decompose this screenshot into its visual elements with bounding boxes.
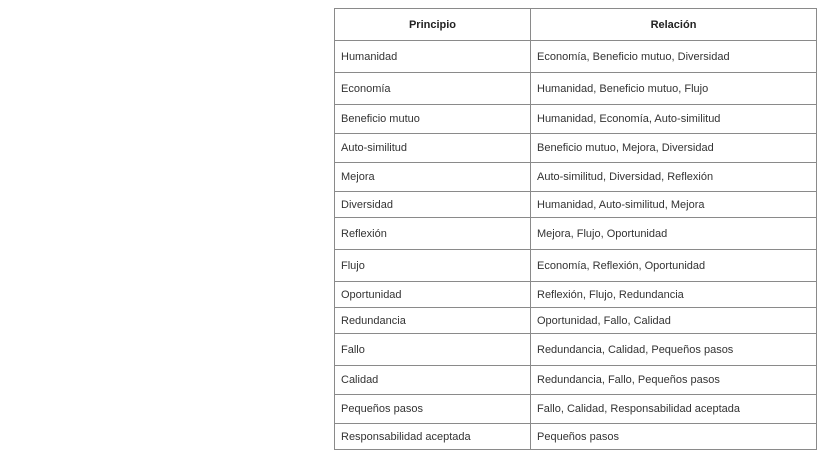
table-row (335, 395, 817, 424)
principles-table (334, 8, 817, 450)
cell-principle: Pequeños pasos (335, 395, 531, 424)
table-row (335, 192, 817, 218)
table-row (335, 218, 817, 250)
cell-principle: Auto-similitud (335, 134, 531, 163)
cell-relation: Humanidad, Beneficio mutuo, Flujo (531, 73, 817, 105)
principles-table-container (334, 8, 816, 450)
table-row (335, 163, 817, 192)
column-header-principio: Principio (335, 9, 531, 41)
cell-principle: Fallo (335, 334, 531, 366)
cell-principle: Responsabilidad aceptada (335, 424, 531, 450)
cell-relation: Fallo, Calidad, Responsabilidad aceptada (531, 395, 817, 424)
table-row (335, 105, 817, 134)
cell-principle: Humanidad (335, 41, 531, 73)
table-row (335, 334, 817, 366)
cell-principle: Oportunidad (335, 282, 531, 308)
cell-principle: Diversidad (335, 192, 531, 218)
table-row (335, 250, 817, 282)
cell-principle: Redundancia (335, 308, 531, 334)
cell-relation: Reflexión, Flujo, Redundancia (531, 282, 817, 308)
cell-principle: Mejora (335, 163, 531, 192)
cell-relation: Economía, Reflexión, Oportunidad (531, 250, 817, 282)
table-row (335, 73, 817, 105)
cell-principle: Reflexión (335, 218, 531, 250)
cell-relation: Mejora, Flujo, Oportunidad (531, 218, 817, 250)
cell-relation: Beneficio mutuo, Mejora, Diversidad (531, 134, 817, 163)
table-row (335, 282, 817, 308)
cell-relation: Redundancia, Fallo, Pequeños pasos (531, 366, 817, 395)
cell-relation: Oportunidad, Fallo, Calidad (531, 308, 817, 334)
cell-principle: Flujo (335, 250, 531, 282)
table-header-row (335, 9, 817, 41)
column-header-relacion: Relación (531, 9, 817, 41)
cell-principle: Calidad (335, 366, 531, 395)
table-row (335, 308, 817, 334)
cell-relation: Humanidad, Auto-similitud, Mejora (531, 192, 817, 218)
cell-relation: Pequeños pasos (531, 424, 817, 450)
table-row (335, 134, 817, 163)
cell-relation: Humanidad, Economía, Auto-similitud (531, 105, 817, 134)
cell-relation: Economía, Beneficio mutuo, Diversidad (531, 41, 817, 73)
cell-relation: Redundancia, Calidad, Pequeños pasos (531, 334, 817, 366)
table-row (335, 366, 817, 395)
table-row (335, 424, 817, 450)
cell-principle: Economía (335, 73, 531, 105)
cell-principle: Beneficio mutuo (335, 105, 531, 134)
cell-relation: Auto-similitud, Diversidad, Reflexión (531, 163, 817, 192)
table-row (335, 41, 817, 73)
